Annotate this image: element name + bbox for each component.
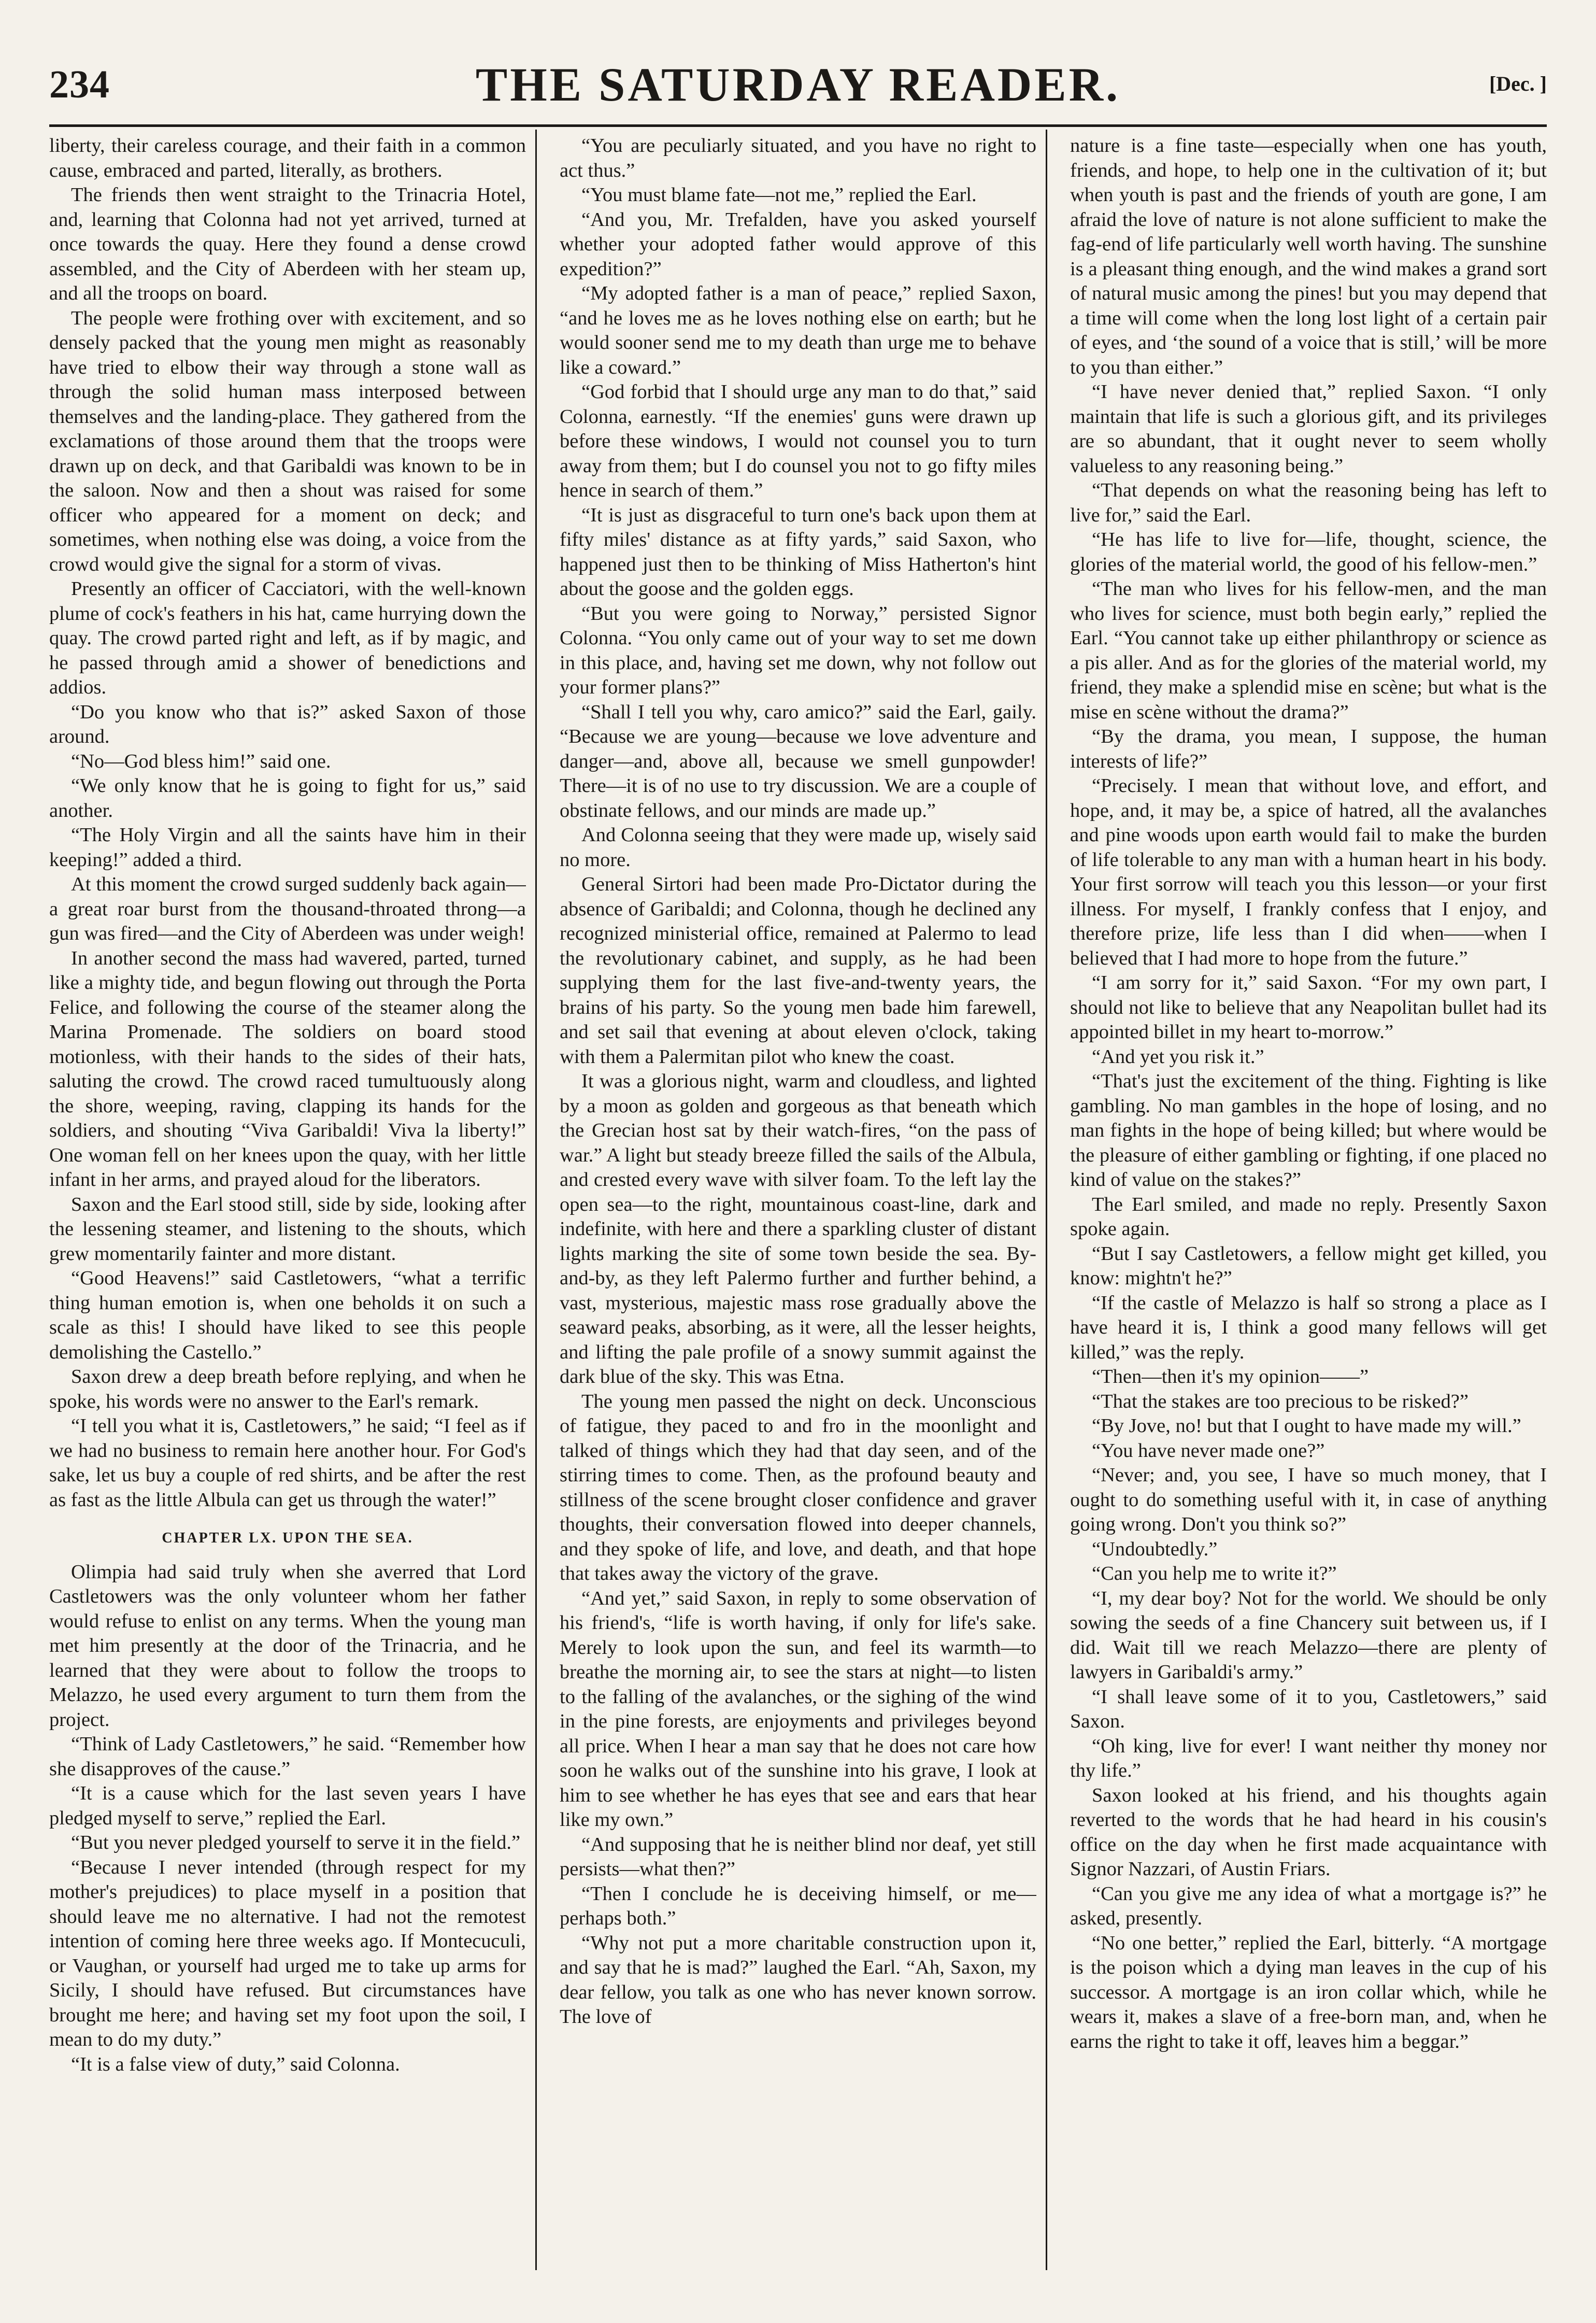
publication-title: THE SATURDAY READER. <box>475 58 1121 111</box>
paragraph: Presently an officer of Cacciatori, with the well-known plume of cock's feathers in his hat, came hurrying down the quay. The crowd parted right and left, as if by magic, and he passed through amid a shower of benedictions and addios. <box>49 578 526 698</box>
paragraph: “And supposing that he is neither blind nor deaf, yet still persists—what then?” <box>560 1833 1036 1880</box>
column-3-body <box>1070 134 1547 2054</box>
paragraph: “But I say Castletowers, a fellow might get killed, you know: mightn't he?” <box>1070 1242 1547 1289</box>
paragraph: It was a glorious night, warm and cloudless, and lighted by a moon as golden and gorgeous as that beneath which the Grecian host sat by their watch-fires, “on the pass of war.” A light but steady breeze filled the sails of the Albula, and crested every wave with silver foam. To the left lay the open sea—to the right, mountainous coast-line, dark and indefinite, with here and there a sparkling cluster of distant lights marking the site of some town beside the sea. By-and-by, as they left Palermo further and further behind, a vast, mysterious, majestic mass rose gradually above the seaward peaks, absorbing, as it were, all the lesser heights, and lifting the pale profile of a snowy summit against the dark blue of the sky. This was Etna. <box>560 1070 1036 1387</box>
column-divider-2 <box>1046 130 1047 2270</box>
paragraph: “Then—then it's my opinion——” <box>1092 1366 1369 1387</box>
column-1-body <box>49 134 526 1512</box>
paragraph: “Think of Lady Castletowers,” he said. “Remember how she disapproves of the cause.” <box>49 1733 526 1780</box>
paragraph: “By the drama, you mean, I suppose, the human interests of life?” <box>1070 726 1547 772</box>
paragraph: “Do you know who that is?” asked Saxon of those around. <box>49 701 526 747</box>
paragraph: “I shall leave some of it to you, Castletowers,” said Saxon. <box>1070 1685 1547 1732</box>
paragraph: “You must blame fate—not me,” replied the Earl. <box>581 184 977 206</box>
paragraph: Saxon drew a deep breath before replying, and when he spoke, his words were no answer to the Earl's remark. <box>49 1366 526 1412</box>
paragraph: “Can you give me any idea of what a mortgage is?” he asked, presently. <box>1070 1882 1547 1929</box>
paragraph: nature is a fine taste—especially when one has youth, friends, and hope, to help one in the cultivation of it; but when youth is past and the friends of youth are gone, I am afraid the love of nature is not alone sufficient to make the fag-end of life particularly well worth having. The sunshine is a pleasant thing enough, and the wind makes a grand sort of natural music among the pines! but you may depend that a time will come when the long lost light of a certain pair of eyes, and ‘the sound of a voice that is still,’ will be more to you than either.” <box>1070 135 1547 378</box>
paragraph: “Undoubtedly.” <box>1092 1538 1218 1560</box>
paragraph: The friends then went straight to the Trinacria Hotel, and, learning that Colonna had not yet arrived, turned at once towards the quay. Here they found a dense crowd assembled, and the City of Aberdeen with her steam up, and all the troops on board. <box>49 184 526 304</box>
page-number: 234 <box>49 63 110 106</box>
header-rule <box>49 124 1547 127</box>
paragraph: “It is just as disgraceful to turn one's back upon them at fifty miles' distance as at fifty yards,” said Saxon, who happened just then to be thinking of Miss Hatherton's hint about the goose and the golden eggs. <box>560 504 1036 600</box>
paragraph: Saxon looked at his friend, and his thoughts again reverted to the words that he had heard in his cousin's office on the day when he first made acquaintance with Signor Nazzari, of Austin Friars. <box>1070 1784 1547 1880</box>
paragraph: “Can you help me to write it?” <box>1092 1563 1337 1584</box>
paragraph: Saxon and the Earl stood still, side by side, looking after the lessening steamer, and listening to the shouts, which grew momentarily fainter and more distant. <box>49 1193 526 1265</box>
paragraph: “And yet,” said Saxon, in reply to some observation of his friend's, “life is worth having, if only for life's sake. Merely to look upon the sun, and feel its warmth—to breathe the morning air, to see the stars at night—to listen to the falling of the avalanches, or the sighing of the wind in the pine forests, are enjoyments and privileges beyond all price. When I hear a man say that he does not care how soon he walks out of the sunshine into his grave, I look at him to see whether he has eyes that see and ears that hear like my own.” <box>560 1587 1036 1831</box>
paragraph: “And you, Mr. Trefalden, have you asked yourself whether your adopted father would approve of this expedition?” <box>560 208 1036 280</box>
column-divider-1 <box>535 130 537 2270</box>
paragraph: “Good Heavens!” said Castletowers, “what a terrific thing human emotion is, when one beholds it on such a scale as this! I should have liked to see this people demolishing the Castello.” <box>49 1267 526 1363</box>
column-2-body <box>560 134 1036 2030</box>
paragraph: Olimpia had said truly when she averred that Lord Castletowers was the only volunteer whom her father would refuse to enlist on any terms. When the young man met him presently at the door of the Trinacria, and he learned that they were about to follow the troops to Melazzo, he used every argument to turn them from the project. <box>49 1561 526 1731</box>
paragraph: “Oh king, live for ever! I want neither thy money nor thy life.” <box>1070 1735 1547 1781</box>
paragraph: “Why not put a more charitable construction upon it, and say that he is mad?” laughed the Earl. “Ah, Saxon, my dear fellow, you talk as one who has never known sorrow. The love of <box>560 1932 1036 2028</box>
paragraph: “Precisely. I mean that without love, and effort, and hope, and, it may be, a spice of hatred, all the avalanches and pine woods upon earth would fail to make the burden of life tolerable to any man with a human heart in his body. Your first sorrow will teach you this lesson—or your first illness. For myself, I frankly confess that I enjoy, and therefore prize, life less than I did when——when I believed that I had more to hope from the future.” <box>1070 775 1547 969</box>
paragraph: “Because I never intended (through respect for my mother's prejudices) to place myself in a position that should leave me no alternative. I had not the remotest intention of coming here three weeks ago. If Montecuculi, or Vaughan, or yourself had urged me to take up arms for Sicily, I should have refused. But circumstances have brought me here; and having set my foot upon the soil, I mean to do my duty.” <box>49 1856 526 2050</box>
page-header <box>49 57 1547 119</box>
paragraph: “And yet you risk it.” <box>1092 1045 1264 1068</box>
paragraph: “He has life to live for—life, thought, science, the glories of the material world, the good of his fellow-men.” <box>1070 529 1547 575</box>
paragraph: The Earl smiled, and made no reply. Presently Saxon spoke again. <box>1070 1193 1547 1240</box>
chapter-heading: CHAPTER LX. UPON THE SEA. <box>162 1530 414 1546</box>
paragraph: General Sirtori had been made Pro-Dictator during the absence of Garibaldi; and Colonna, though he declined any recognized ministerial office, remained at Palermo to lead the revolutionary cabinet, and supply, as he had been supplying them for the last five-and-twenty years, the brains of his party. So the young men bade him farewell, and set sail that evening at about eleven o'clock, taking with them a Palermitan pilot who knew the coast. <box>560 873 1036 1068</box>
paragraph: “God forbid that I should urge any man to do that,” said Colonna, earnestly. “If the enemies' guns were drawn up before these windows, I would not counsel you to turn away from them; but I do counsel you not to go fifty miles hence in search of them.” <box>560 381 1036 501</box>
paragraph: “I am sorry for it,” said Saxon. “For my own part, I should not like to believe that any Neapolitan bullet had its appointed billet in my heart to-morrow.” <box>1070 972 1547 1043</box>
paragraph: “That depends on what the reasoning being has left to live for,” said the Earl. <box>1070 479 1547 526</box>
paragraph: “By Jove, no! but that I ought to have made my will.” <box>1092 1415 1521 1437</box>
paragraph: “Then I conclude he is deceiving himself, or me—perhaps both.” <box>560 1882 1036 1929</box>
paragraph: “It is a false view of duty,” said Colonna. <box>71 2053 400 2075</box>
column-1-body-after-heading <box>49 1560 526 2077</box>
paragraph: “No one better,” replied the Earl, bitterly. “A mortgage is the poison which a dying man leaves in the cup of his successor. A mortgage is an iron collar which, while he wears it, makes a slave of a free-born man, and, when he earns the right to take it off, leaves him a beggar.” <box>1070 1932 1547 2052</box>
paragraph: The people were frothing over with excitement, and so densely packed that the young men might as reasonably have tried to elbow their way through a stone wall as through the solid human mass interposed between themselves and the landing-place. They gathered from the exclamations of those around them that the troops were drawn up on deck, and that Garibaldi was known to be in the saloon. Now and then a shout was raised for some officer who appeared for a moment on deck; and sometimes, when nothing else was doing, a voice from the crowd would give the signal for a storm of vivas. <box>49 307 526 575</box>
paragraph: “Shall I tell you why, caro amico?” said the Earl, gaily. “Because we are young—because we love adventure and danger—and, above all, because we smell gunpowder! There—it is of no use to try discussion. We are a couple of obstinate fellows, and our minds are made up.” <box>560 701 1036 821</box>
text-column-1 <box>49 134 526 2279</box>
text-column-3 <box>1070 134 1547 2279</box>
paragraph: At this moment the crowd surged suddenly back again—a great roar burst from the thousand-throated throng—a gun was fired—and the City of Aberdeen was under weigh! <box>49 873 526 944</box>
paragraph: “We only know that he is going to fight for us,” said another. <box>49 775 526 821</box>
paragraph: “No—God bless him!” said one. <box>71 750 331 772</box>
paragraph: “The man who lives for his fellow-men, and the man who lives for science, must both begin early,” replied the Earl. “You cannot take up either philanthropy or science as a pis aller. And as for the glories of the material world, my friend, they make a splendid mise en scène; but what is the mise en scène without the drama?” <box>1070 578 1547 723</box>
paragraph: And Colonna seeing that they were made up, wisely said no more. <box>560 824 1036 871</box>
paragraph: “I tell you what it is, Castletowers,” he said; “I feel as if we had no business to remain here another hour. For God's sake, let us buy a couple of red shirts, and be after the rest as fast as the little Albula can get us through the water!” <box>49 1415 526 1511</box>
paragraph: “My adopted father is a man of peace,” replied Saxon, “and he loves me as he loves nothing else on earth; but he would sooner send me to my death than urge me to behave like a coward.” <box>560 282 1036 378</box>
paragraph: liberty, their careless courage, and their faith in a common cause, embraced and parted, literally, as brothers. <box>49 135 526 181</box>
paragraph: “You have never made one?” <box>1092 1439 1325 1462</box>
paragraph: “I have never denied that,” replied Saxon. “I only maintain that life is such a glorious gift, and its privileges are so abundant, that it ought never to seem wholly valueless to any reasoning being.” <box>1070 381 1547 477</box>
paragraph: “But you never pledged yourself to serve it in the field.” <box>71 1832 521 1853</box>
paragraph: “The Holy Virgin and all the saints have him in their keeping!” added a third. <box>49 824 526 871</box>
paragraph: “If the castle of Melazzo is half so strong a place as I have heard it is, I think a good many fellows will get killed,” was the reply. <box>1070 1292 1547 1363</box>
paragraph: “You are peculiarly situated, and you have no right to act thus.” <box>560 135 1036 181</box>
issue-date-mark: [Dec. ] <box>1489 72 1547 95</box>
paragraph: “I, my dear boy? Not for the world. We should be only sowing the seeds of a fine Chancery suit between us, if I did. Wait till we reach Melazzo—there are plenty of lawyers in Garibaldi's army.” <box>1070 1587 1547 1683</box>
paragraph: The young men passed the night on deck. Unconscious of fatigue, they paced to and fro in the moonlight and talked of things which they had that day seen, and of the stirring times to come. Then, as the profound beauty and stillness of the scene brought closer confidence and graver thoughts, their conversation flowed into deeper channels, and they spoke of life, and love, and death, and that hope that takes away the victory of the grave. <box>560 1390 1036 1584</box>
paragraph: “But you were going to Norway,” persisted Signor Colonna. “You only came out of your way to set me down in this place, and, having set me down, why not follow out your former plans?” <box>560 602 1036 698</box>
paragraph: “Never; and, you see, I have so much money, that I ought to do something useful with it, in case of anything going wrong. Don't you think so?” <box>1070 1464 1547 1535</box>
paragraph: “That the stakes are too precious to be risked?” <box>1092 1390 1469 1412</box>
paragraph: “It is a cause which for the last seven years I have pledged myself to serve,” replied the Earl. <box>49 1782 526 1829</box>
paragraph: “That's just the excitement of the thing. Fighting is like gambling. No man gambles in the hope of losing, and no man fights in the hope of being killed; but where would be the pleasure of either gambling or fighting, if one placed no kind of value on the stakes?” <box>1070 1070 1547 1191</box>
text-column-2 <box>560 134 1036 2279</box>
paragraph: In another second the mass had wavered, parted, turned like a mighty tide, and begun flowing out through the Porta Felice, and following the course of the steamer along the Marina Promenade. The soldiers on board stood motionless, with their hands to the sides of their hats, saluting the crowd. The crowd raced tumultuously along the shore, weeping, raving, clapping its hands for the soldiers, and shouting “Viva Garibaldi! Viva la liberty!” One woman fell on her knees upon the quay, with her little infant in her arms, and prayed aloud for the liberators. <box>49 947 526 1191</box>
